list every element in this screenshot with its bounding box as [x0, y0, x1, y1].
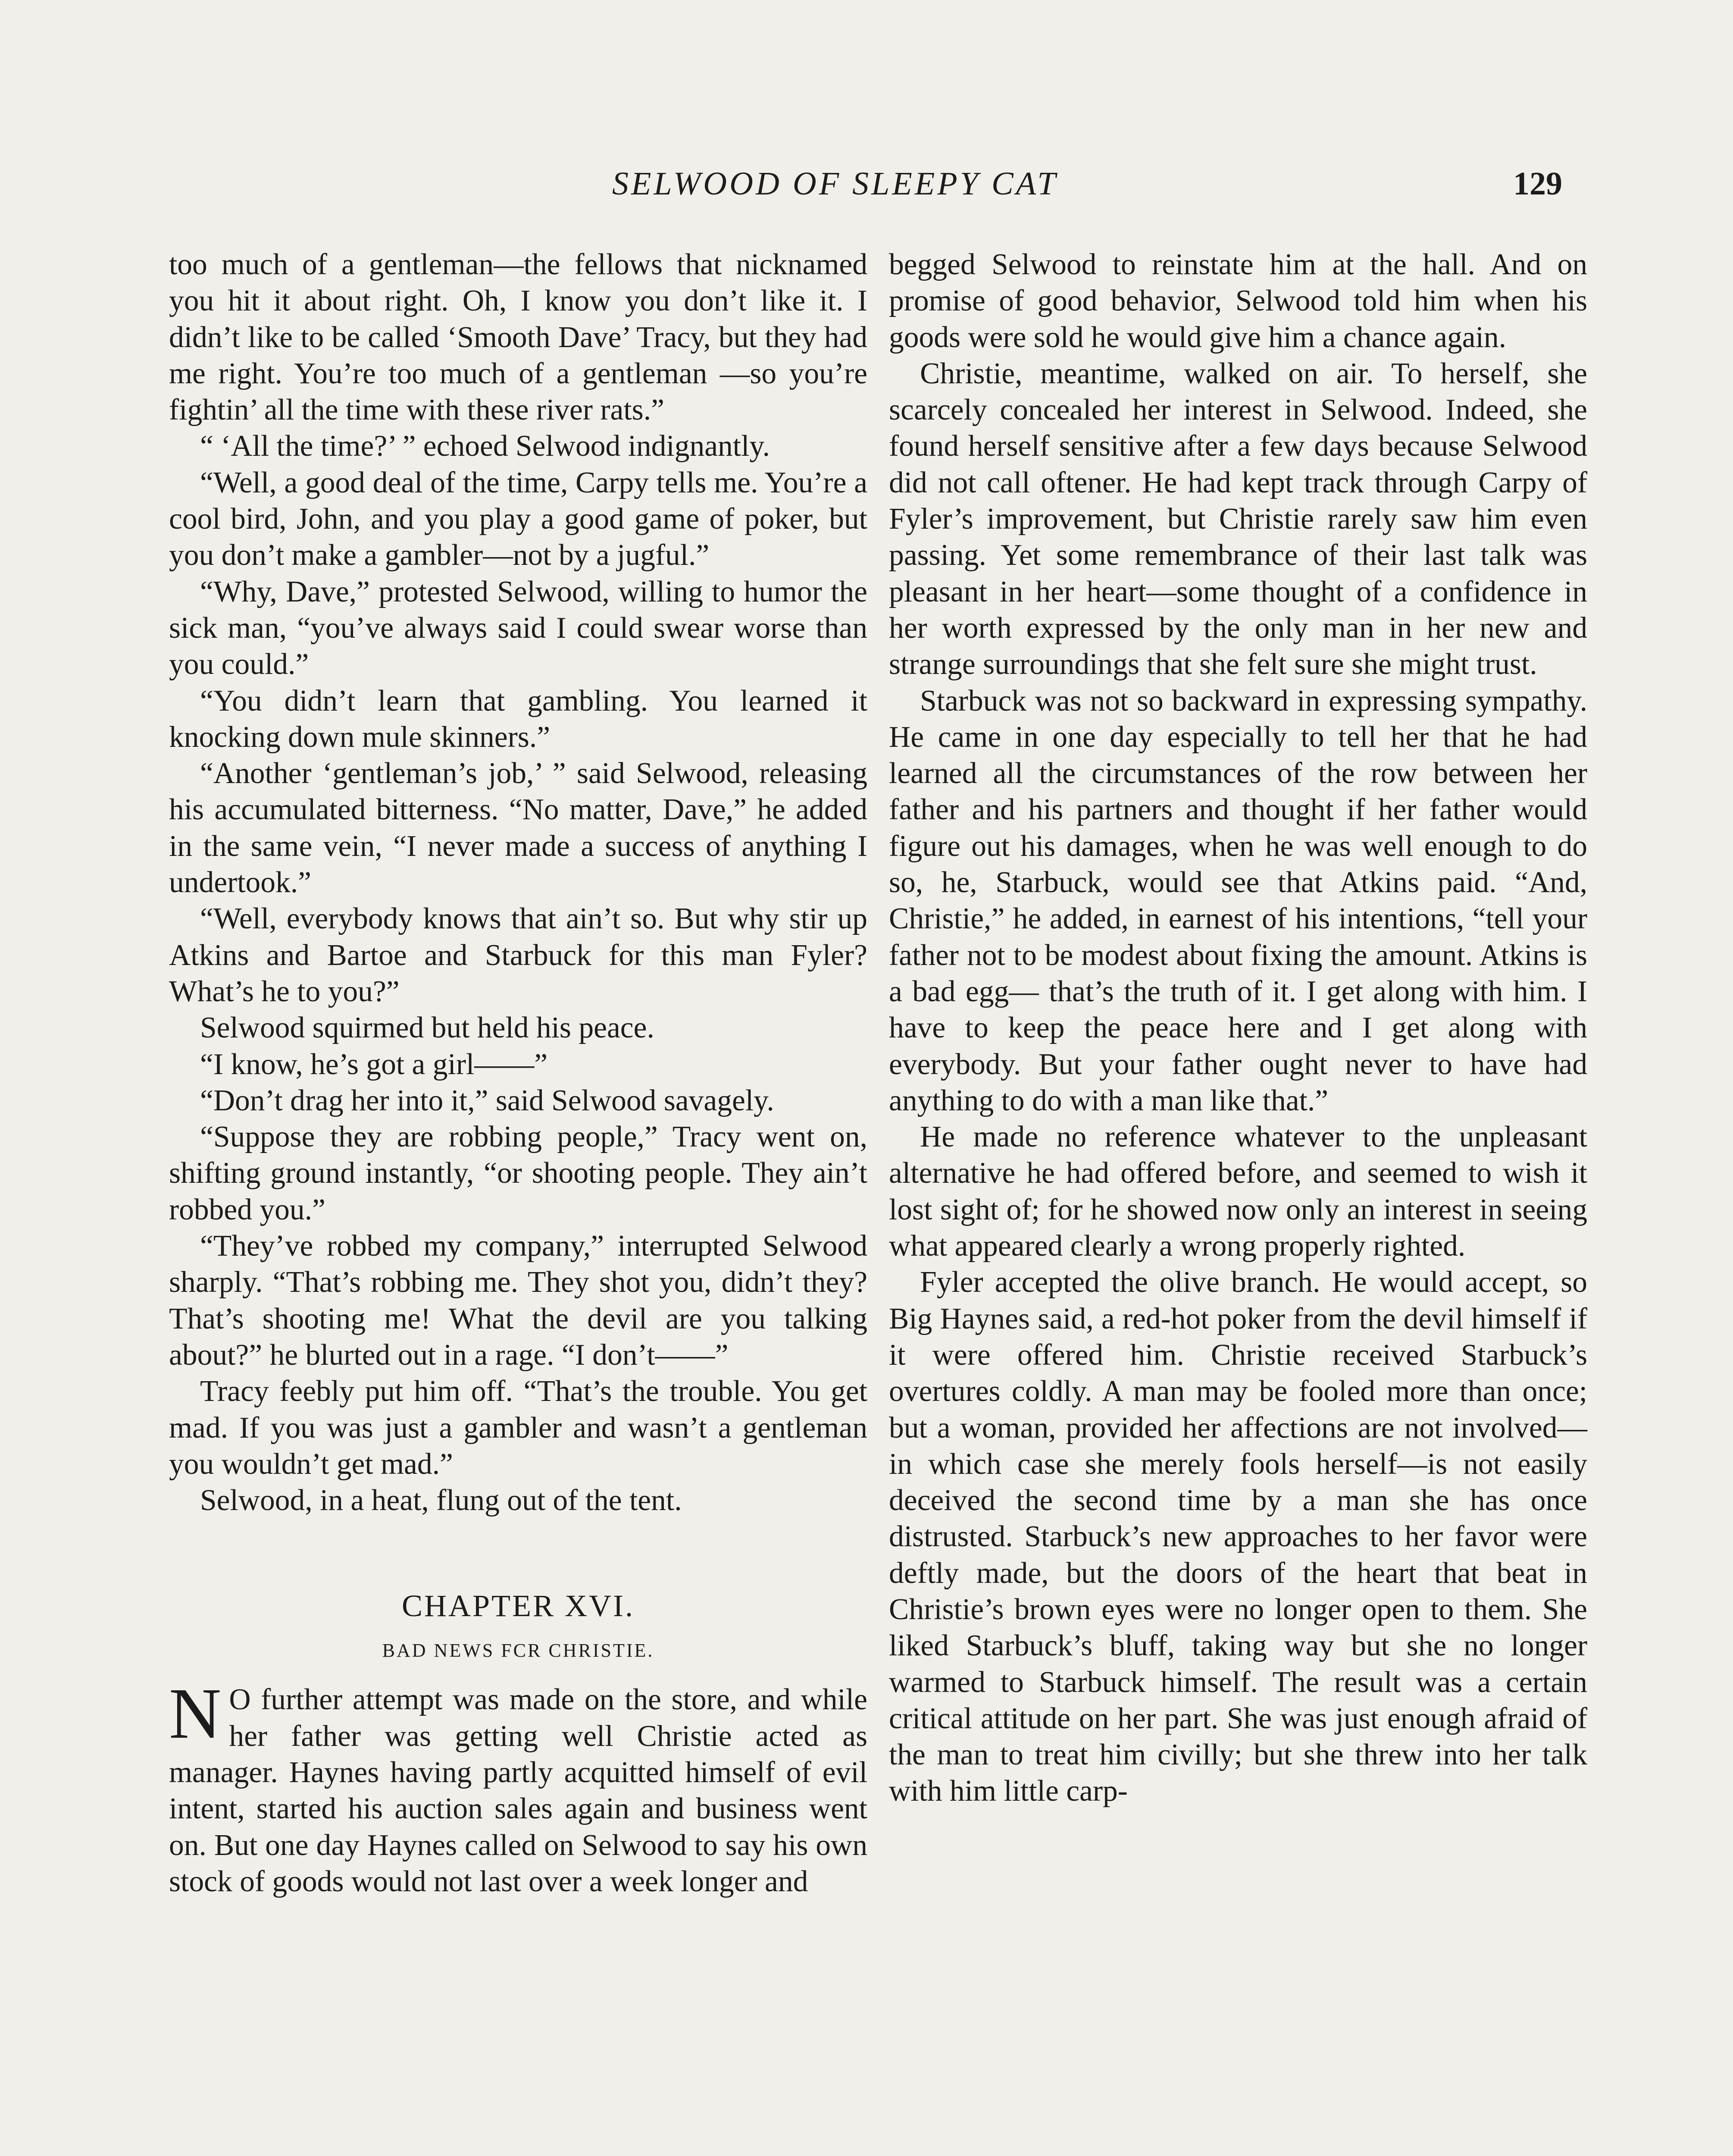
paragraph-left-12: “They’ve robbed my company,” interrupted Selwood sharply. “That’s robbing me. They shot you, didn’t they? That’s shooting me! What the devil are you talking about?” he blurted out in a rage. “I don’t——”	[169, 1229, 867, 1372]
paragraph-left-10: “Don’t drag her into it,” said Selwood savagely.	[200, 1084, 774, 1117]
left-column	[169, 247, 867, 1900]
chapter-opening-paragraph	[169, 1673, 867, 1900]
right-column	[889, 247, 1587, 1810]
paragraph-left-9: “I know, he’s got a girl——”	[200, 1047, 548, 1081]
running-title: SELWOOD OF SLEEPY CAT	[612, 166, 1058, 202]
chapter-opening-text: O further attempt was made on the store, and while her father was getting well Christie acted as manager. Haynes having partly acquitted himself of evil intent, started his auction sales again and business went on. But one day Haynes called on Selwood to say his own stock of goods would not last over a week longer and	[169, 1683, 867, 1898]
paragraph-right-3: Starbuck was not so backward in expressing sympathy. He came in one day especially to tell her that he had learned all the circumstances of the row between her father and his partners and thought if her father would figure out his damages, when he was well enough to do so, he, Starbuck, would see that Atkins paid. “And, Christie,” he added, in earnest of his intentions, “tell your father not to be modest about fixing the amount. Atkins is a bad egg— that’s the truth of it. I get along with him. I have to keep the peace here and I get along with everybody. But your father ought never to have had anything to do with a man like that.”	[889, 684, 1587, 1117]
paragraph-left-7: “Well, everybody knows that ain’t so. But why stir up Atkins and Bartoe and Starbuck for this man Fyler? What’s he to you?”	[169, 902, 867, 1008]
paragraph-left-3: “Well, a good deal of the time, Carpy tells me. You’re a cool bird, John, and you play a good game of poker, but you don’t make a gambler—not by a jugful.”	[169, 466, 867, 572]
paragraph-left-14: Selwood, in a heat, flung out of the tent.	[200, 1484, 682, 1517]
paragraph-left-13: Tracy feebly put him off. “That’s the trouble. You get mad. If you was just a gambler and wasn’t a gentleman you wouldn’t get mad.”	[169, 1375, 867, 1481]
paragraph-left-4: “Why, Dave,” protested Selwood, willing to humor the sick man, “you’ve always said I could swear worse than you could.”	[169, 575, 867, 681]
paragraph-right-4: He made no reference whatever to the unpleasant alternative he had offered before, and seemed to wish it lost sight of; for he showed now only an interest in seeing what appeared clearly a wrong properly righted.	[889, 1120, 1587, 1263]
paragraph-left-1: too much of a gentleman—the fellows that nicknamed you hit it about right. Oh, I know you don’t like it. I didn’t like to be called ‘Smooth Dave’ Tracy, but they had me right. You’re too much of a gentleman —so you’re fightin’ all the time with these river rats.”	[169, 248, 867, 427]
chapter-subtitle: BAD NEWS FCR CHRISTIE.	[382, 1640, 654, 1661]
paragraph-left-6: “Another ‘gentleman’s job,’ ” said Selwood, releasing his accumulated bitterness. “No matter, Dave,” he added in the same vein, “I never made a success of anything I undertook.”	[169, 757, 867, 899]
drop-cap-letter: N	[169, 1673, 222, 1754]
page-number: 129	[1513, 166, 1562, 202]
paragraph-left-11: “Suppose they are robbing people,” Tracy went on, shifting ground instantly, “or shooting people. They ain’t robbed you.”	[169, 1120, 867, 1226]
paragraph-right-1: begged Selwood to reinstate him at the hall. And on promise of good behavior, Selwood told him when his goods were sold he would give him a chance again.	[889, 248, 1587, 354]
paragraph-left-2: “ ‘All the time?’ ” echoed Selwood indignantly.	[200, 429, 770, 463]
paragraph-left-8: Selwood squirmed but held his peace.	[200, 1011, 654, 1045]
paragraph-right-5: Fyler accepted the olive branch. He would accept, so Big Haynes said, a red-hot poker from the devil himself if it were offered him. Christie received Starbuck’s overtures coldly. A man may be fooled more than once; but a woman, provided her affections are not involved—in which case she merely fools herself—is not easily deceived the second time by a man she has once distrusted. Starbuck’s new approaches to her favor were deftly made, but the doors of the heart that beat in Christie’s brown eyes were no longer open to them. She liked Starbuck’s bluff, taking way but she no longer warmed to Starbuck himself. The result was a certain critical attitude on her part. She was just enough afraid of the man to treat him civilly; but she threw into her talk with him little carp-	[889, 1266, 1587, 1808]
paragraph-right-2: Christie, meantime, walked on air. To herself, she scarcely concealed her interest in Selwood. Indeed, she found herself sensitive after a few days because Selwood did not call oftener. He had kept track through Carpy of Fyler’s improvement, but Christie rarely saw him even passing. Yet some remembrance of their last talk was pleasant in her heart—some thought of a confidence in her worth expressed by the only man in her new and strange surroundings that she felt sure she might trust.	[889, 357, 1587, 681]
chapter-heading: CHAPTER XVI.	[401, 1589, 635, 1623]
paragraph-left-5: “You didn’t learn that gambling. You learned it knocking down mule skinners.”	[169, 684, 867, 754]
